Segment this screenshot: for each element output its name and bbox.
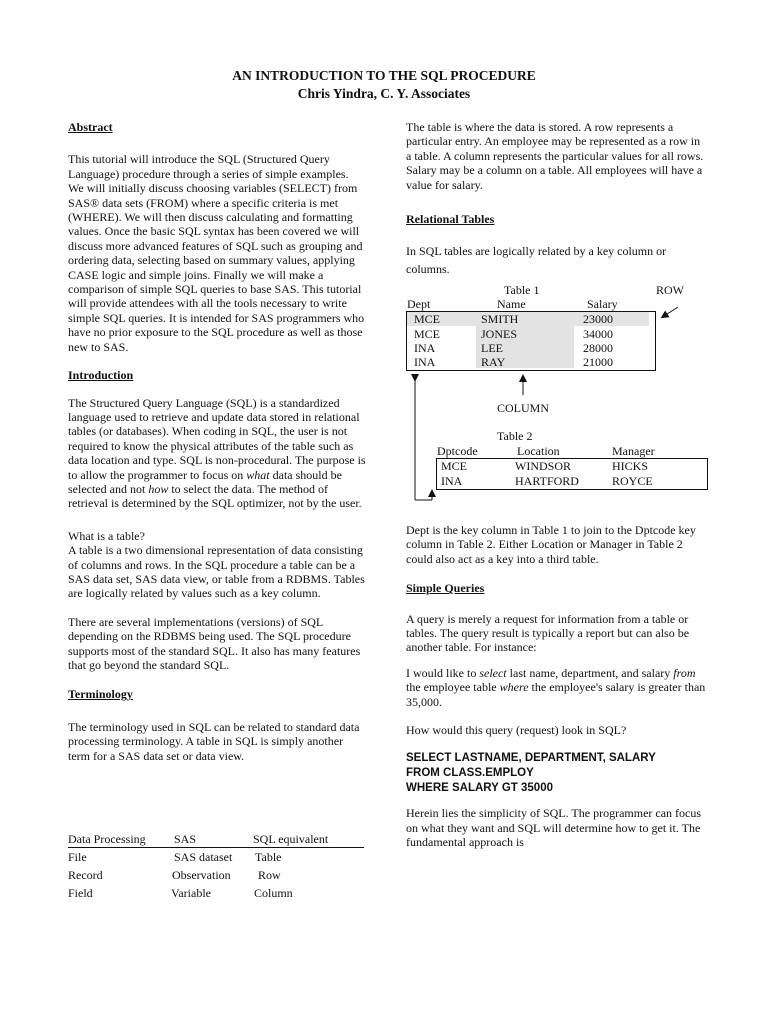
terminology-header-sql: SQL equivalent [253, 832, 329, 846]
sql-line: FROM CLASS.EMPLOY [406, 767, 534, 780]
right-column-bottom [406, 523, 706, 850]
simple-queries-text: A query is merely a request for information from a table or tables. The query result is typically a report but can also be another table. For instance: [406, 611, 690, 655]
terminology-header-sas: SAS [174, 832, 197, 846]
table2-header-location: Location [517, 444, 560, 458]
table2-cell: HARTFORD [515, 474, 579, 488]
terminology-text: The terminology used in SQL can be related to standard data processing terminology. A table in SQL is simply another term for a SAS data set or data view. [68, 719, 360, 763]
terminology-cell: Record [68, 868, 103, 882]
paper-author: Chris Yindra, C. Y. Associates [297, 86, 471, 101]
table1-cell: 21000 [583, 355, 613, 369]
terminology-cell: Column [254, 886, 293, 900]
table2-cell: INA [441, 474, 463, 488]
table1-cell: INA [414, 341, 436, 355]
abstract-heading: Abstract [68, 120, 113, 134]
table1-header-dept: Dept [407, 297, 431, 311]
what-is-table-question: What is a table? [68, 528, 145, 543]
sql-line: WHERE SALARY GT 35000 [406, 782, 553, 795]
introduction-text: The Structured Query Language (SQL) is a standardized language used to retrieve and update data stored in relational tables (or databases). When coding in SQL, the user is not required to know the physical attributes of the table such as data location and type. SQL is non-procedural. The purpose is to allow the programmer to focus on what data should be selected and not how to select the data. The method of retrieval is determined by the SQL optimizer, not by the user. [68, 395, 366, 511]
table1-header-salary: Salary [587, 297, 618, 311]
sql-code-block [406, 751, 706, 796]
terminology-cell: Variable [171, 886, 211, 900]
paper-title: AN INTRODUCTION TO THE SQL PROCEDURE [232, 68, 536, 83]
table1-cell: MCE [414, 312, 441, 326]
terminology-header-dp: Data Processing [68, 832, 146, 846]
terminology-cell: Row [258, 868, 281, 882]
terminology-heading: Terminology [68, 687, 133, 702]
row-label: ROW [656, 283, 684, 297]
terminology-cell: Observation [172, 868, 231, 882]
table1-cell: 34000 [583, 327, 613, 341]
sql-line: SELECT LASTNAME, DEPARTMENT, SALARY [406, 752, 656, 765]
table2-cell: HICKS [612, 459, 649, 473]
terminology-cell: SAS dataset [174, 850, 233, 864]
table2-header-dptcode: Dptcode [437, 444, 478, 458]
table2-cell: WINDSOR [515, 459, 571, 473]
row-arrow [664, 307, 678, 316]
table1-caption: Table 1 [504, 283, 540, 297]
table1-cell: LEE [481, 341, 503, 355]
table2-cell: MCE [441, 459, 468, 473]
table1-cell: 28000 [583, 341, 613, 355]
implementations-text: There are several implementations (versions) of SQL depending on the RDBMS being used. The SQL procedure supports most of the standard SQL. It also has many features that go beyond the standard SQL. [68, 614, 361, 672]
how-would-query-look: How would this query (request) look in SQL? [406, 723, 627, 738]
query-example-text: I would like to select last name, department, and salary from the employee table where the employee's salary is greater than 35,000. [406, 665, 706, 709]
terminology-cell: Field [68, 886, 93, 900]
table1-header-name: Name [497, 297, 526, 311]
table2-header-manager: Manager [612, 444, 655, 458]
what-is-table-answer: A table is a two dimensional representation of data consisting of columns and rows. In the SQL procedure a table can be a SAS data set, SAS data view, or table from a RDBMS. Tables are logically related by values such as a key column. [68, 543, 365, 601]
key-column-text: Dept is the key column in Table 1 to join to the Dptcode key column in Table 2. Either Location or Manager in Table 2 could also act as a key into a third table. [406, 523, 696, 566]
table1-cell: 23000 [583, 312, 613, 326]
terminology-cell: Table [255, 850, 282, 864]
table1-cell: INA [414, 355, 436, 369]
introduction-heading: Introduction [68, 368, 134, 383]
relational-tables-text: In SQL tables are logically related by a key column or columns. [406, 244, 667, 277]
table1-cell: SMITH [481, 312, 519, 326]
column-label: COLUMN [497, 401, 550, 415]
table1-cell: JONES [481, 327, 518, 341]
table1-cell: RAY [481, 355, 506, 369]
table1-cell: MCE [414, 327, 441, 341]
herein-text: Herein lies the simplicity of SQL. The programmer can focus on what they want and SQL will determine how to get it. The fundamental approach is [406, 806, 702, 850]
relational-tables-heading: Relational Tables [406, 212, 495, 227]
table2-cell: ROYCE [612, 474, 653, 488]
simple-queries-heading: Simple Queries [406, 581, 485, 596]
abstract-text: This tutorial will introduce the SQL (Structured Query Language) procedure through a series of simple examples. We will initially discuss choosing variables (SELECT) from SAS® data sets (FROM) where a specific criteria is met (WHERE). We will then discuss calculating and formatting values. Once the basic SQL syntax has been covered we will discuss more advanced features of SQL such as grouping and ordering data, selecting based on summary values, applying CASE logic and simple joins. Finally we will make a comparison of simple SQL queries to base SAS. This tutorial will provide attendees with all the tools necessary to write simple SQL queries. It is intended for SAS programmers who have no prior exposure to the SQL procedure as well as those new to SAS. [68, 152, 365, 354]
table2-caption: Table 2 [497, 429, 533, 443]
terminology-cell: File [68, 850, 87, 864]
table-description: The table is where the data is stored. A row represents a particular entry. An employee may be represented as a row in a table. A column represents the particular values for all rows. Salary may be a column on a table. All employees will have a value for salary. [406, 120, 704, 192]
